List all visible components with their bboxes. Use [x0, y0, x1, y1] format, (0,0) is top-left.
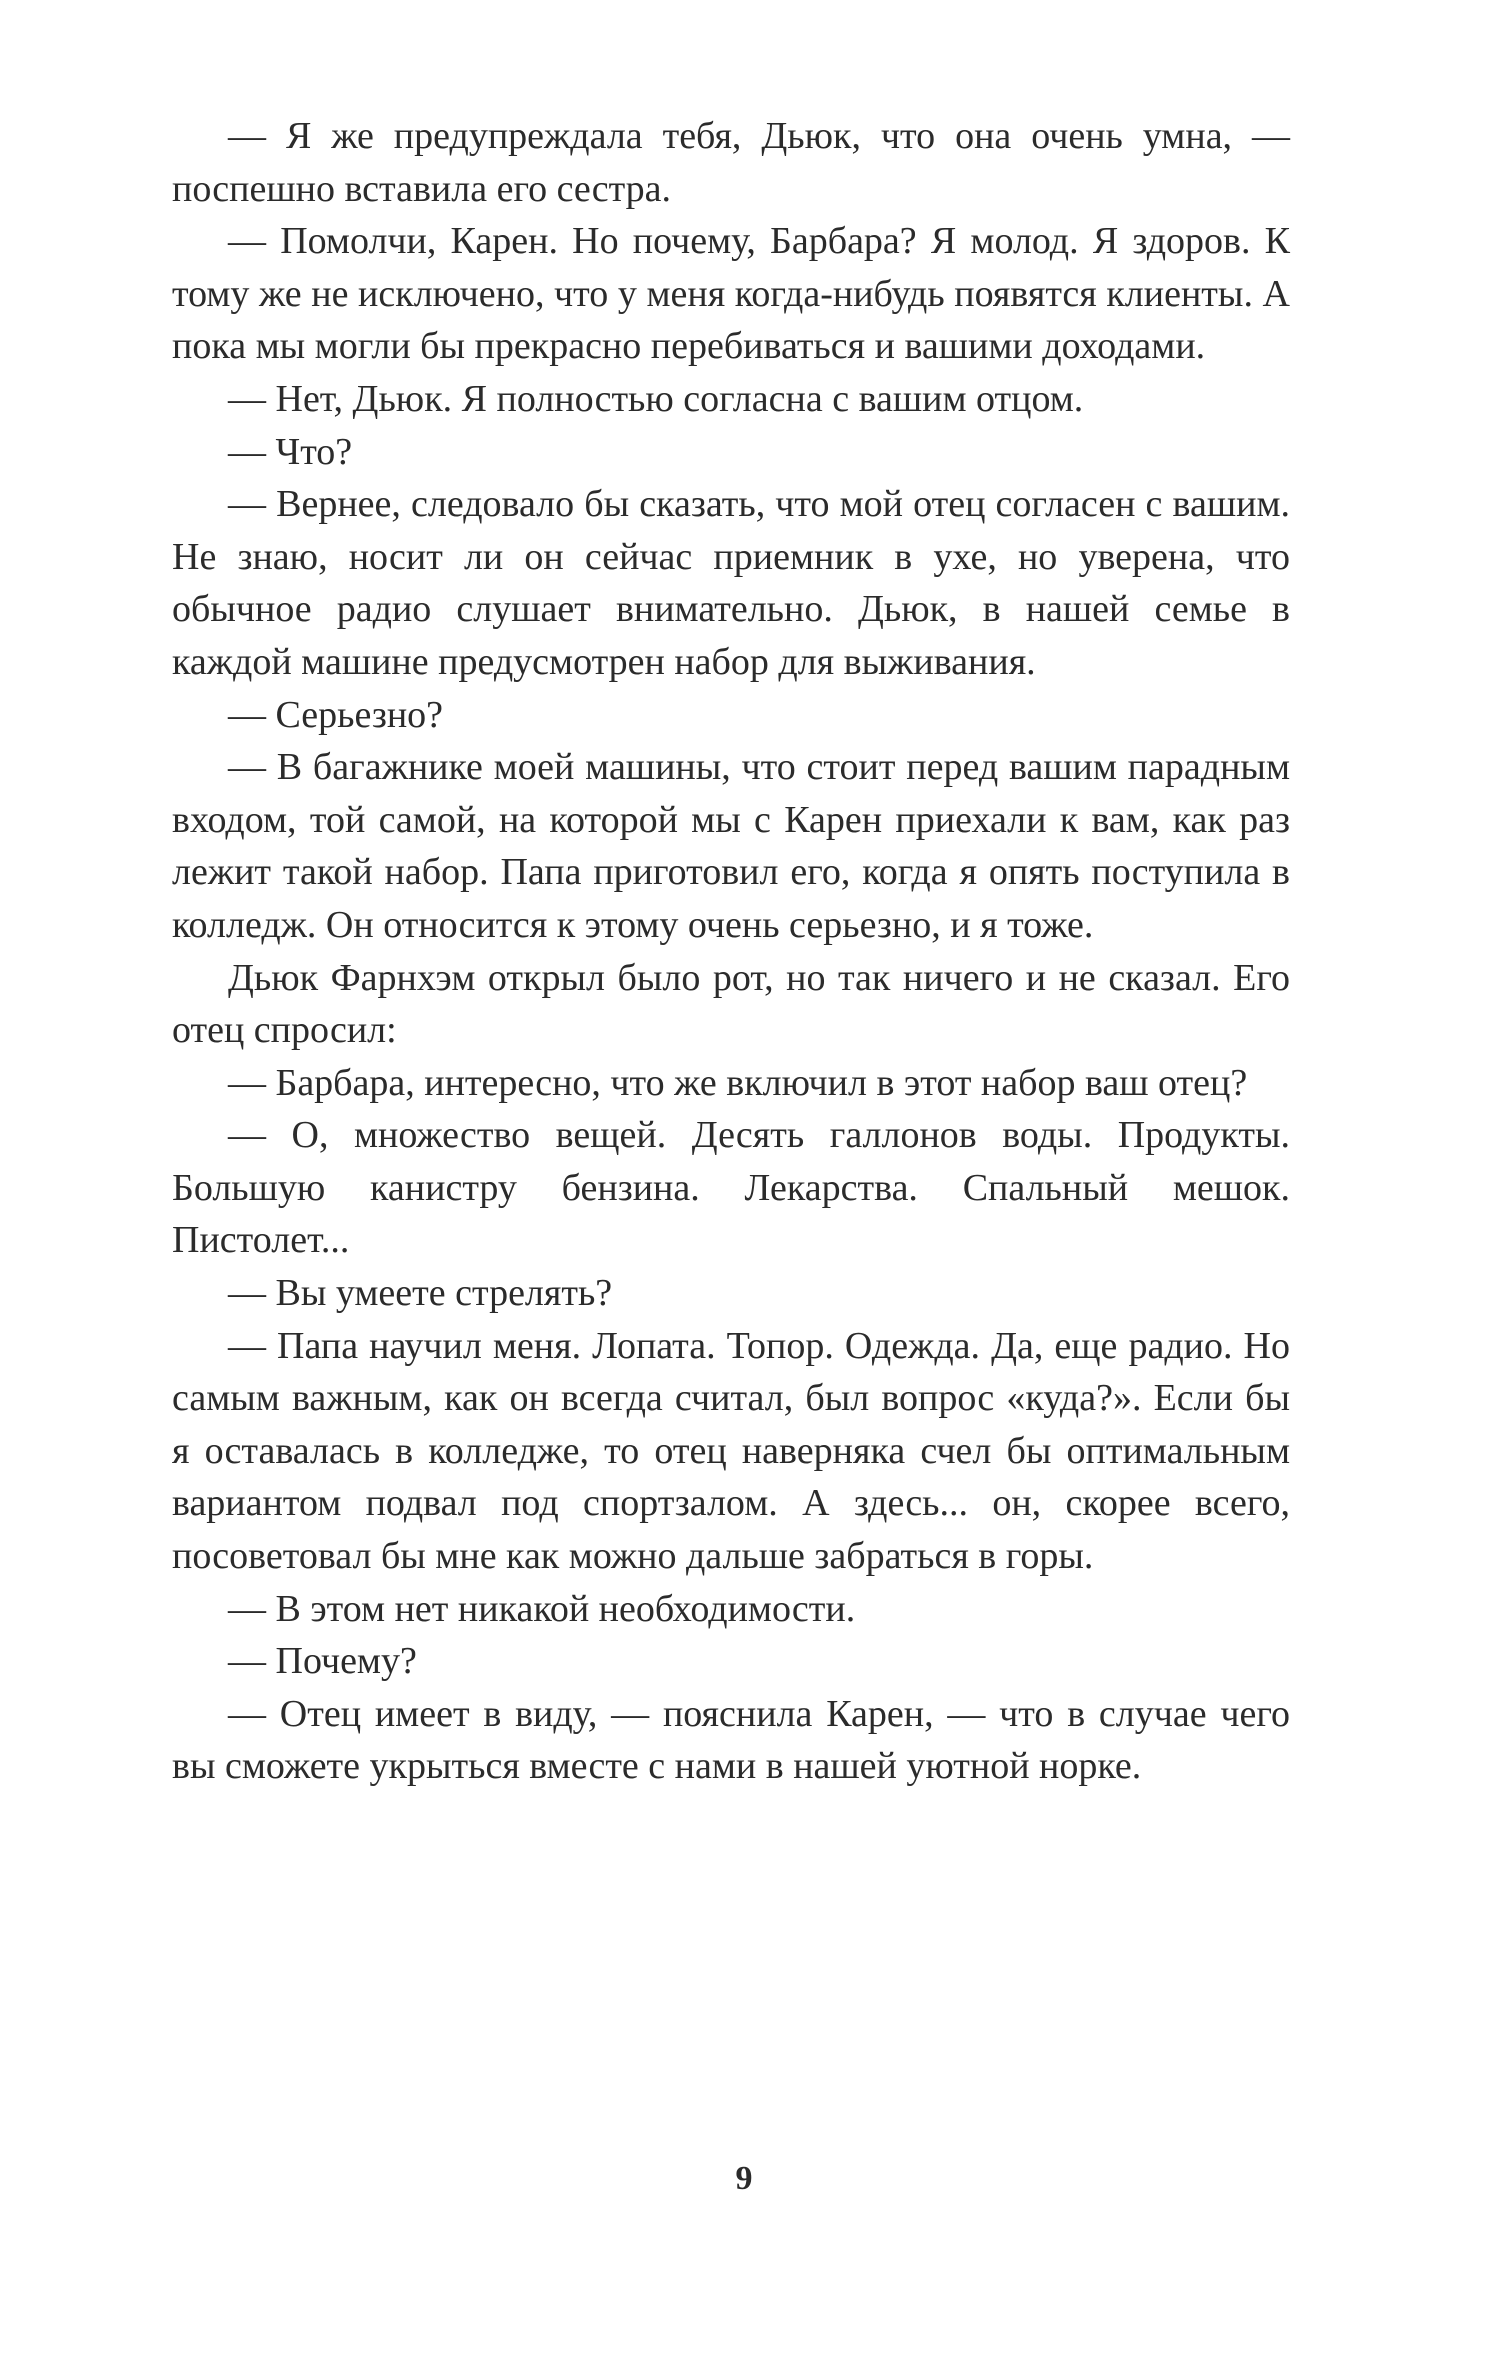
paragraph-13: — В этом нет никакой необходимости.: [228, 1587, 856, 1630]
paragraph-1: — Я же предупреждала тебя, Дьюк, что она очень умна, — поспешно вставила его сестра.: [172, 115, 1290, 210]
paragraph-3: — Нет, Дьюк. Я полностью согласна с вашим отцом.: [228, 377, 1084, 420]
body-text: [172, 110, 1290, 1793]
paragraph-15: — Отец имеет в виду, — пояснила Карен, — что в случае чего вы сможете укрыться вместе с нами в нашей уютной норке.: [172, 1692, 1290, 1788]
paragraph-4: — Что?: [228, 430, 353, 473]
paragraph-8: Дьюк Фарнхэм открыл было рот, но так ничего и не сказал. Его отец спросил:: [172, 956, 1290, 1052]
paragraph-10: — О, множество вещей. Десять галлонов воды. Продукты. Большую канистру бензина. Лекарства. Спальный мешок. Пистолет...: [172, 1114, 1290, 1262]
paragraph-7: — В багажнике моей машины, что стоит перед вашим парадным входом, той самой, на которой мы с Карен приехали к вам, как раз лежит такой набор. Папа приготовил его, когда я опять поступила в колледж. Он относится к этому очень серьезно, и я тоже.: [172, 746, 1290, 946]
paragraph-6: — Серьезно?: [228, 693, 444, 736]
paragraph-9: — Барбара, интересно, что же включил в этот набор ваш отец?: [228, 1061, 1248, 1104]
paragraph-5: — Вернее, следовало бы сказать, что мой отец согласен с вашим. Не знаю, носит ли он сейчас приемник в ухе, но уверена, что обычное радио слушает внимательно. Дьюк, в нашей семье в каждой машине предусмотрен набор для выживания.: [172, 483, 1290, 683]
paragraph-12: — Папа научил меня. Лопата. Топор. Одежда. Да, еще радио. Но самым важным, как он всегда считал, был вопрос «куда?». Если бы я оставалась в колледже, то отец наверняка счел бы оптимальным вариантом подвал под спортзалом. А здесь... он, скорее всего, посоветовал бы мне как можно дальше забраться в горы.: [172, 1324, 1290, 1578]
paragraph-14: — Почему?: [228, 1640, 417, 1683]
page-number: 9: [735, 2160, 753, 2197]
paragraph-11: — Вы умеете стрелять?: [228, 1272, 613, 1315]
paragraph-2: — Помолчи, Карен. Но почему, Барбара? Я молод. Я здоров. К тому же не исключено, что у меня когда-нибудь появятся клиенты. А пока мы могли бы прекрасно перебиваться и вашими доходами.: [172, 220, 1290, 368]
